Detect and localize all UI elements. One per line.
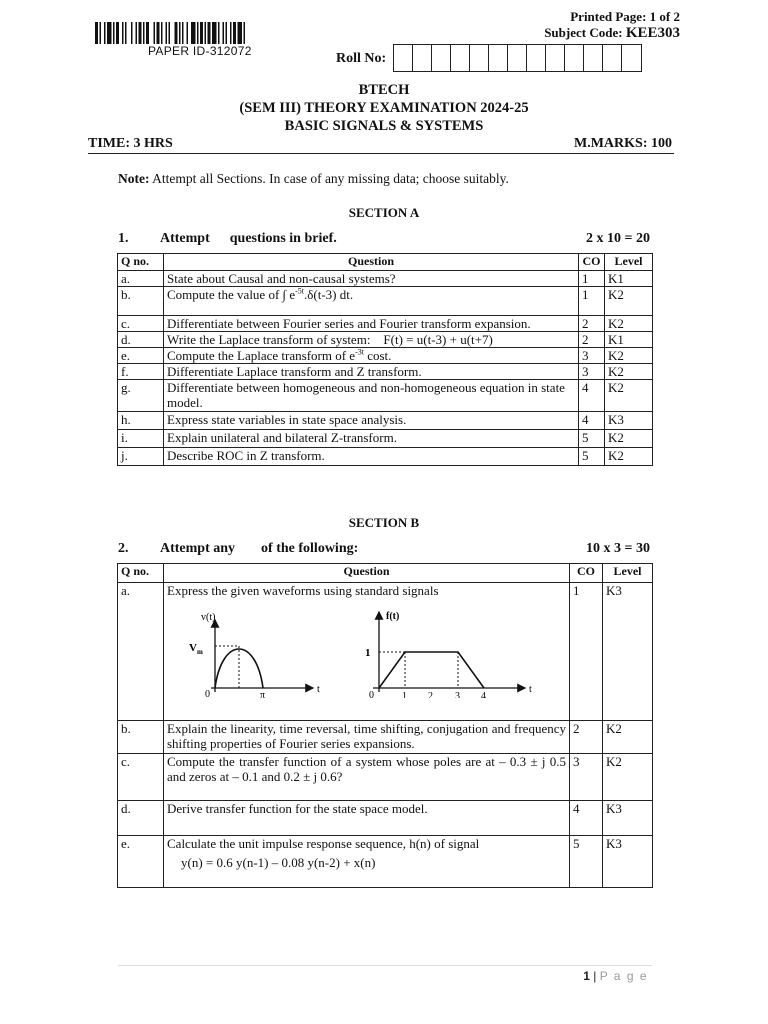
roll-digit-box[interactable]: [622, 45, 641, 71]
barcode-bar: [212, 22, 217, 44]
table-row: [118, 348, 653, 364]
col-qno: Q no.: [118, 254, 164, 271]
barcode-bar: [166, 22, 168, 44]
row-question: [164, 836, 570, 888]
exam-title: (SEM III) THEORY EXAMINATION 2024-25: [239, 100, 529, 116]
right-ylabel: f(t): [386, 611, 400, 622]
waveforms-figure: [167, 606, 547, 698]
row-question: Derive transfer function for the state space model.: [164, 801, 570, 836]
table-row: [118, 448, 653, 466]
max-marks: M.MARKS: 100: [574, 136, 672, 151]
row-co: 2: [579, 332, 605, 348]
table-row: [118, 430, 653, 448]
table-row: [118, 412, 653, 430]
table-row: [118, 332, 653, 348]
subject-code: [544, 25, 680, 42]
trapezoid-waveform: [365, 611, 532, 698]
q2-text-2: of the following:: [261, 541, 359, 556]
footer-rule: [118, 965, 652, 966]
section-b-table: [117, 563, 653, 888]
section-b-marks: 10 x 3 = 30: [586, 541, 650, 556]
row-qno: c.: [118, 754, 164, 801]
table-row: [118, 364, 653, 380]
section-b-title: SECTION B: [348, 515, 420, 530]
barcode-bar: [187, 22, 189, 44]
roll-no-boxes: [393, 44, 642, 72]
roll-digit-box[interactable]: [565, 45, 584, 71]
roll-digit-box[interactable]: [394, 45, 413, 71]
left-ylabel: v(t): [201, 612, 216, 623]
header-rule: [88, 153, 674, 154]
barcode-bar: [125, 22, 127, 44]
roll-digit-box[interactable]: [546, 45, 565, 71]
row-question: Express state variables in state space analysis.: [164, 412, 579, 430]
row-co: 3: [579, 364, 605, 380]
roll-digit-box[interactable]: [451, 45, 470, 71]
question-text-post: cost.: [363, 348, 392, 363]
table-row: [118, 271, 653, 287]
row-co: 4: [579, 412, 605, 430]
col-level: Level: [605, 254, 653, 271]
right-origin: 0: [369, 690, 374, 698]
row-qno: c.: [118, 316, 164, 332]
barcode-bar: [179, 22, 181, 44]
tick-label: 2: [428, 691, 433, 698]
table-row: [118, 380, 653, 412]
row-co: 1: [579, 271, 605, 287]
col-question: Question: [164, 254, 579, 271]
roll-digit-box[interactable]: [470, 45, 489, 71]
barcode-bar: [154, 22, 156, 44]
table-row: [118, 801, 653, 836]
row-level: K2: [605, 380, 653, 412]
barcode-bar: [169, 22, 171, 44]
barcode-bar: [175, 22, 178, 44]
col-qno: Q no.: [118, 564, 164, 583]
table-row: [118, 836, 653, 888]
row-co: 4: [570, 801, 603, 836]
roll-digit-box[interactable]: [508, 45, 527, 71]
paper-id: PAPER ID-312072: [148, 44, 252, 58]
row-co: 1: [570, 583, 603, 721]
row-qno: b.: [118, 287, 164, 316]
barcode-bar: [238, 22, 243, 44]
row-qno: e.: [118, 836, 164, 888]
roll-digit-box[interactable]: [413, 45, 432, 71]
barcode-bar: [230, 22, 232, 44]
section-a-marks: 2 x 10 = 20: [586, 231, 650, 246]
row-level: K1: [605, 271, 653, 287]
row-qno: d.: [118, 801, 164, 836]
row-qno: g.: [118, 380, 164, 412]
roll-digit-box[interactable]: [603, 45, 622, 71]
q2-number: 2.: [118, 541, 129, 556]
table-row: [118, 316, 653, 332]
row-qno: b.: [118, 721, 164, 754]
section-a-table: [117, 253, 653, 466]
row-level: K2: [605, 316, 653, 332]
row-co: 5: [579, 448, 605, 466]
right-level-label: 1: [365, 647, 371, 659]
subject-code-label: Subject Code:: [544, 25, 626, 40]
col-co: CO: [579, 254, 605, 271]
row-qno: e.: [118, 348, 164, 364]
barcode-bar: [218, 22, 220, 44]
roll-digit-box[interactable]: [584, 45, 603, 71]
row-question: [164, 583, 570, 721]
barcode-bar: [107, 22, 112, 44]
barcode-bar: [191, 22, 196, 44]
roll-no-label: Roll No:: [336, 51, 387, 66]
barcode-bar: [95, 22, 98, 44]
programme-title: BTECH: [358, 82, 410, 98]
question-text-post: .δ(t-3) dt.: [304, 287, 354, 302]
row-level: K2: [603, 754, 653, 801]
row-question: Differentiate between Fourier series and Fourier transform expansion.: [164, 316, 579, 332]
roll-digit-box[interactable]: [432, 45, 451, 71]
barcode-bar: [139, 22, 142, 44]
row-question: Differentiate between homogeneous and non-homogeneous equation in state model.: [164, 380, 579, 412]
barcode-bar: [116, 22, 119, 44]
page-sep: |: [589, 969, 600, 983]
left-peak-label: $V_m$: [189, 642, 203, 656]
row-question: Differentiate Laplace transform and Z transform.: [164, 364, 579, 380]
question-text: Express the given waveforms using standard signals: [167, 583, 439, 598]
barcode-bar: [223, 22, 225, 44]
barcode-bar: [161, 22, 163, 44]
row-co: 3: [570, 754, 603, 801]
table-row: [118, 721, 653, 754]
row-level: K3: [603, 583, 653, 721]
table-row: [118, 754, 653, 801]
row-level: K2: [605, 348, 653, 364]
row-level: K2: [603, 721, 653, 754]
tick-label: 1: [402, 691, 407, 698]
barcode-bar: [131, 22, 133, 44]
row-qno: j.: [118, 448, 164, 466]
barcode-bar: [226, 22, 228, 44]
half-sine-waveform: [189, 612, 320, 698]
page-number: 1: [583, 969, 590, 983]
barcode-bar: [182, 22, 184, 44]
row-question: State about Causal and non-causal systems?: [164, 271, 579, 287]
row-question: Explain the linearity, time reversal, time shifting, conjugation and frequency shifting properties of Fourier series expansions.: [164, 721, 570, 754]
table-row: [118, 287, 653, 316]
barcode-bar: [113, 22, 115, 44]
col-level: Level: [603, 564, 653, 583]
row-qno: i.: [118, 430, 164, 448]
barcode-bar: [122, 22, 124, 44]
q1-text-2: questions in brief.: [229, 231, 337, 246]
barcode-bar: [100, 22, 102, 44]
row-co: 5: [570, 836, 603, 888]
barcode-bar: [143, 22, 145, 44]
q1-number: 1.: [118, 231, 129, 246]
subject-title: BASIC SIGNALS & SYSTEMS: [284, 118, 484, 134]
printed-page: Printed Page: 1 of 2: [570, 9, 680, 24]
page-footer: [583, 969, 648, 983]
row-co: 1: [579, 287, 605, 316]
col-co: CO: [570, 564, 603, 583]
left-end-label: π: [260, 690, 266, 698]
q1-text-1: Attempt: [160, 231, 210, 246]
equation: y(n) = 0.6 y(n-1) – 0.08 y(n-2) + x(n): [181, 855, 376, 870]
barcode-bar: [146, 22, 149, 44]
roll-digit-box[interactable]: [527, 45, 546, 71]
note: [118, 171, 509, 187]
exponent: -3t: [355, 347, 364, 357]
note-label: Note:: [118, 171, 150, 186]
row-qno: h.: [118, 412, 164, 430]
row-co: 5: [579, 430, 605, 448]
row-question: Write the Laplace transform of system: F(t) = u(t-3) + u(t+7): [164, 332, 579, 348]
row-qno: a.: [118, 271, 164, 287]
tick-label: 3: [455, 691, 460, 698]
barcode-bar: [205, 22, 207, 44]
col-question: Question: [164, 564, 570, 583]
barcode: [95, 22, 303, 44]
row-level: K1: [605, 332, 653, 348]
barcode-bar: [200, 22, 203, 44]
roll-digit-box[interactable]: [489, 45, 508, 71]
barcode-bar: [136, 22, 138, 44]
subject-code-value: KEE303: [625, 25, 680, 41]
left-xlabel: t: [317, 684, 320, 695]
row-level: K3: [603, 801, 653, 836]
q2-text-1: Attempt any: [160, 541, 236, 556]
exponent: -5t: [295, 286, 304, 296]
question-text-pre: Compute the Laplace transform of e: [167, 348, 356, 363]
row-question: Describe ROC in Z transform.: [164, 448, 579, 466]
barcode-bar: [244, 22, 246, 44]
trapezoid-line: [379, 652, 484, 688]
row-question: Explain unilateral and bilateral Z-transform.: [164, 430, 579, 448]
row-level: K2: [605, 364, 653, 380]
section-a-title: SECTION A: [348, 205, 420, 220]
row-question: [164, 287, 579, 316]
barcode-bar: [104, 22, 106, 44]
row-level: K3: [605, 412, 653, 430]
row-qno: f.: [118, 364, 164, 380]
table-row: [118, 583, 653, 721]
right-xlabel: t: [529, 684, 532, 695]
left-origin: 0: [205, 689, 210, 698]
row-question: [164, 348, 579, 364]
time-allowed: TIME: 3 HRS: [88, 136, 173, 151]
barcode-bar: [208, 22, 211, 44]
row-level: K2: [605, 287, 653, 316]
row-level: K2: [605, 448, 653, 466]
row-qno: d.: [118, 332, 164, 348]
row-co: 3: [579, 348, 605, 364]
page-word: P a g e: [599, 969, 648, 983]
row-level: K3: [603, 836, 653, 888]
barcode-bar: [233, 22, 236, 44]
barcode-bar: [157, 22, 160, 44]
row-co: 4: [579, 380, 605, 412]
note-text: Attempt all Sections. In case of any missing data; choose suitably.: [149, 171, 509, 186]
row-question: Compute the transfer function of a system whose poles are at – 0.3 ± j 0.5 and zeros at – 0.1 and 0.2 ± j 0.6?: [164, 754, 570, 801]
barcode-bar: [197, 22, 199, 44]
question-text: Calculate the unit impulse response sequence, h(n) of signal: [167, 836, 480, 851]
row-level: K2: [605, 430, 653, 448]
row-co: 2: [570, 721, 603, 754]
tick-label: 4: [481, 691, 486, 698]
section-a-question: [118, 231, 337, 247]
section-b-question: [118, 541, 358, 557]
row-co: 2: [579, 316, 605, 332]
question-text-pre: Compute the value of ∫ e: [167, 287, 296, 302]
row-qno: a.: [118, 583, 164, 721]
